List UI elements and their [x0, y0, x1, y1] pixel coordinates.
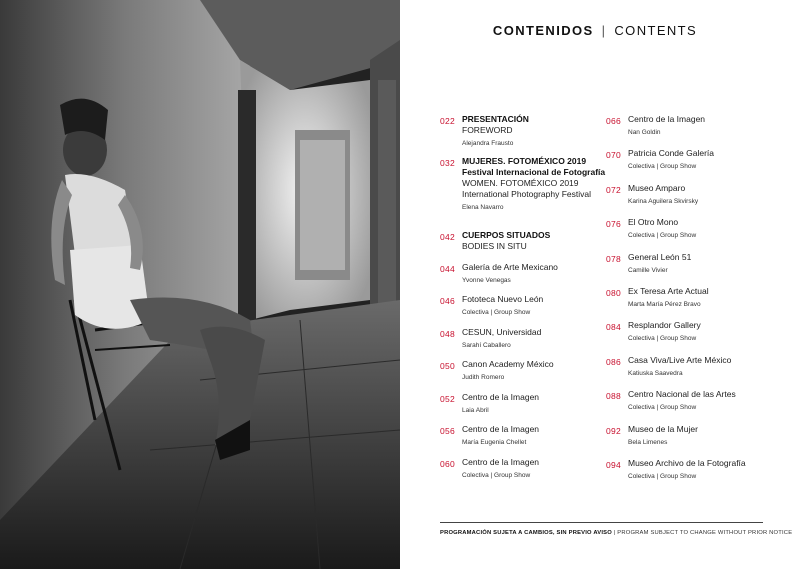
- entry-title: PRESENTACIÓN: [462, 114, 529, 124]
- page-number: 060: [440, 459, 456, 469]
- entry-title: Museo Archivo de la Fotografía: [628, 458, 746, 468]
- footer-notice: [440, 530, 792, 536]
- entry-author: María Eugenia Chellet: [462, 439, 527, 446]
- title-spanish: CONTENIDOS: [492, 23, 594, 38]
- entry-title: General León 51: [628, 252, 692, 262]
- page-number: 056: [440, 426, 456, 436]
- entry-subtitle: Festival Internacional de Fotografía: [462, 167, 606, 177]
- footer-separator: |: [613, 530, 616, 536]
- page-number: 076: [606, 219, 622, 229]
- entry-title: Centro de la Imagen: [462, 392, 540, 402]
- footer-notice-spanish: PROGRAMACIÓN SUJETA A CAMBIOS, SIN PREVIO AVISO: [440, 530, 612, 536]
- entry-title-en: WOMEN. FOTOMÉXICO 2019: [462, 178, 579, 188]
- page-number: 080: [606, 288, 622, 298]
- page-number: 046: [440, 296, 456, 306]
- entry-author: Colectiva | Group Show: [628, 473, 697, 480]
- entry-author: Colectiva | Group Show: [628, 404, 697, 411]
- entry-title: Centro de la Imagen: [628, 114, 706, 124]
- entry-author: Elena Navarro: [462, 204, 504, 211]
- entry-author: Yvonne Venegas: [462, 277, 511, 284]
- page-number: 044: [440, 264, 456, 274]
- page-number: 088: [606, 391, 622, 401]
- page-number: 070: [606, 150, 622, 160]
- page-number: 086: [606, 357, 622, 367]
- entry-author: Colectiva | Group Show: [462, 309, 531, 316]
- entry-title: CUERPOS SITUADOS: [462, 230, 551, 240]
- footer-notice-english: PROGRAM SUBJECT TO CHANGE WITHOUT PRIOR NOTICE: [617, 530, 793, 536]
- page-number: 022: [440, 116, 456, 126]
- entry-subtitle-en: International Photography Festival: [462, 189, 591, 199]
- entry-author: Colectiva | Group Show: [628, 335, 697, 342]
- page-number: 084: [606, 322, 622, 332]
- page-number: 032: [440, 158, 456, 168]
- entry-author: Alejandra Frausto: [462, 140, 514, 147]
- entry-title: Canon Academy México: [462, 359, 554, 369]
- entry-title: CESUN, Universidad: [462, 327, 542, 337]
- entry-author: Laia Abril: [462, 407, 489, 414]
- entry-title: Centro de la Imagen: [462, 424, 540, 434]
- entry-title: Patricia Conde Galería: [628, 148, 714, 158]
- entry-author: Colectiva | Group Show: [462, 472, 531, 479]
- page-number: 092: [606, 426, 622, 436]
- page-number: 066: [606, 116, 622, 126]
- entry-title: El Otro Mono: [628, 217, 679, 227]
- entry-author: Nan Goldin: [628, 129, 661, 136]
- entry-title-en: BODIES IN SITU: [462, 241, 527, 251]
- page-number: 094: [606, 460, 622, 470]
- page-title: [400, 23, 790, 38]
- page-number: 078: [606, 254, 622, 264]
- page-number: 050: [440, 361, 456, 371]
- page-number: 072: [606, 185, 622, 195]
- title-separator: |: [601, 23, 607, 38]
- entry-title: Fototeca Nuevo León: [462, 294, 544, 304]
- entry-title: Galería de Arte Mexicano: [462, 262, 558, 272]
- entry-author: Marta María Pérez Bravo: [628, 301, 701, 308]
- entry-author: Sarahí Caballero: [462, 342, 511, 349]
- entry-title-en: FOREWORD: [462, 125, 513, 135]
- entry-title: Ex Teresa Arte Actual: [628, 286, 709, 296]
- page-number: 052: [440, 394, 456, 404]
- footer-divider: [440, 522, 763, 523]
- entry-title: Centro de la Imagen: [462, 457, 540, 467]
- entry-author: Karina Aguilera Skvirsky: [628, 198, 699, 205]
- title-english: CONTENTS: [614, 23, 698, 38]
- entry-author: Katiuska Saavedra: [628, 370, 683, 377]
- entry-title: MUJERES. FOTOMÉXICO 2019: [462, 156, 587, 166]
- entry-author: Colectiva | Group Show: [628, 232, 697, 239]
- entry-title: Casa Viva/Live Arte México: [628, 355, 732, 365]
- entry-author: Bela Limenes: [628, 439, 668, 446]
- contents-page: [400, 0, 800, 569]
- page-number: 048: [440, 329, 456, 339]
- entry-author: Camille Vivier: [628, 267, 668, 274]
- entry-title: Centro Nacional de las Artes: [628, 389, 736, 399]
- entry-author: Colectiva | Group Show: [628, 163, 697, 170]
- entry-title: Resplandor Gallery: [628, 320, 701, 330]
- entry-author: Judith Romero: [462, 374, 505, 381]
- entry-title: Museo de la Mujer: [628, 424, 698, 434]
- entry-title: Museo Amparo: [628, 183, 686, 193]
- page-number: 042: [440, 232, 456, 242]
